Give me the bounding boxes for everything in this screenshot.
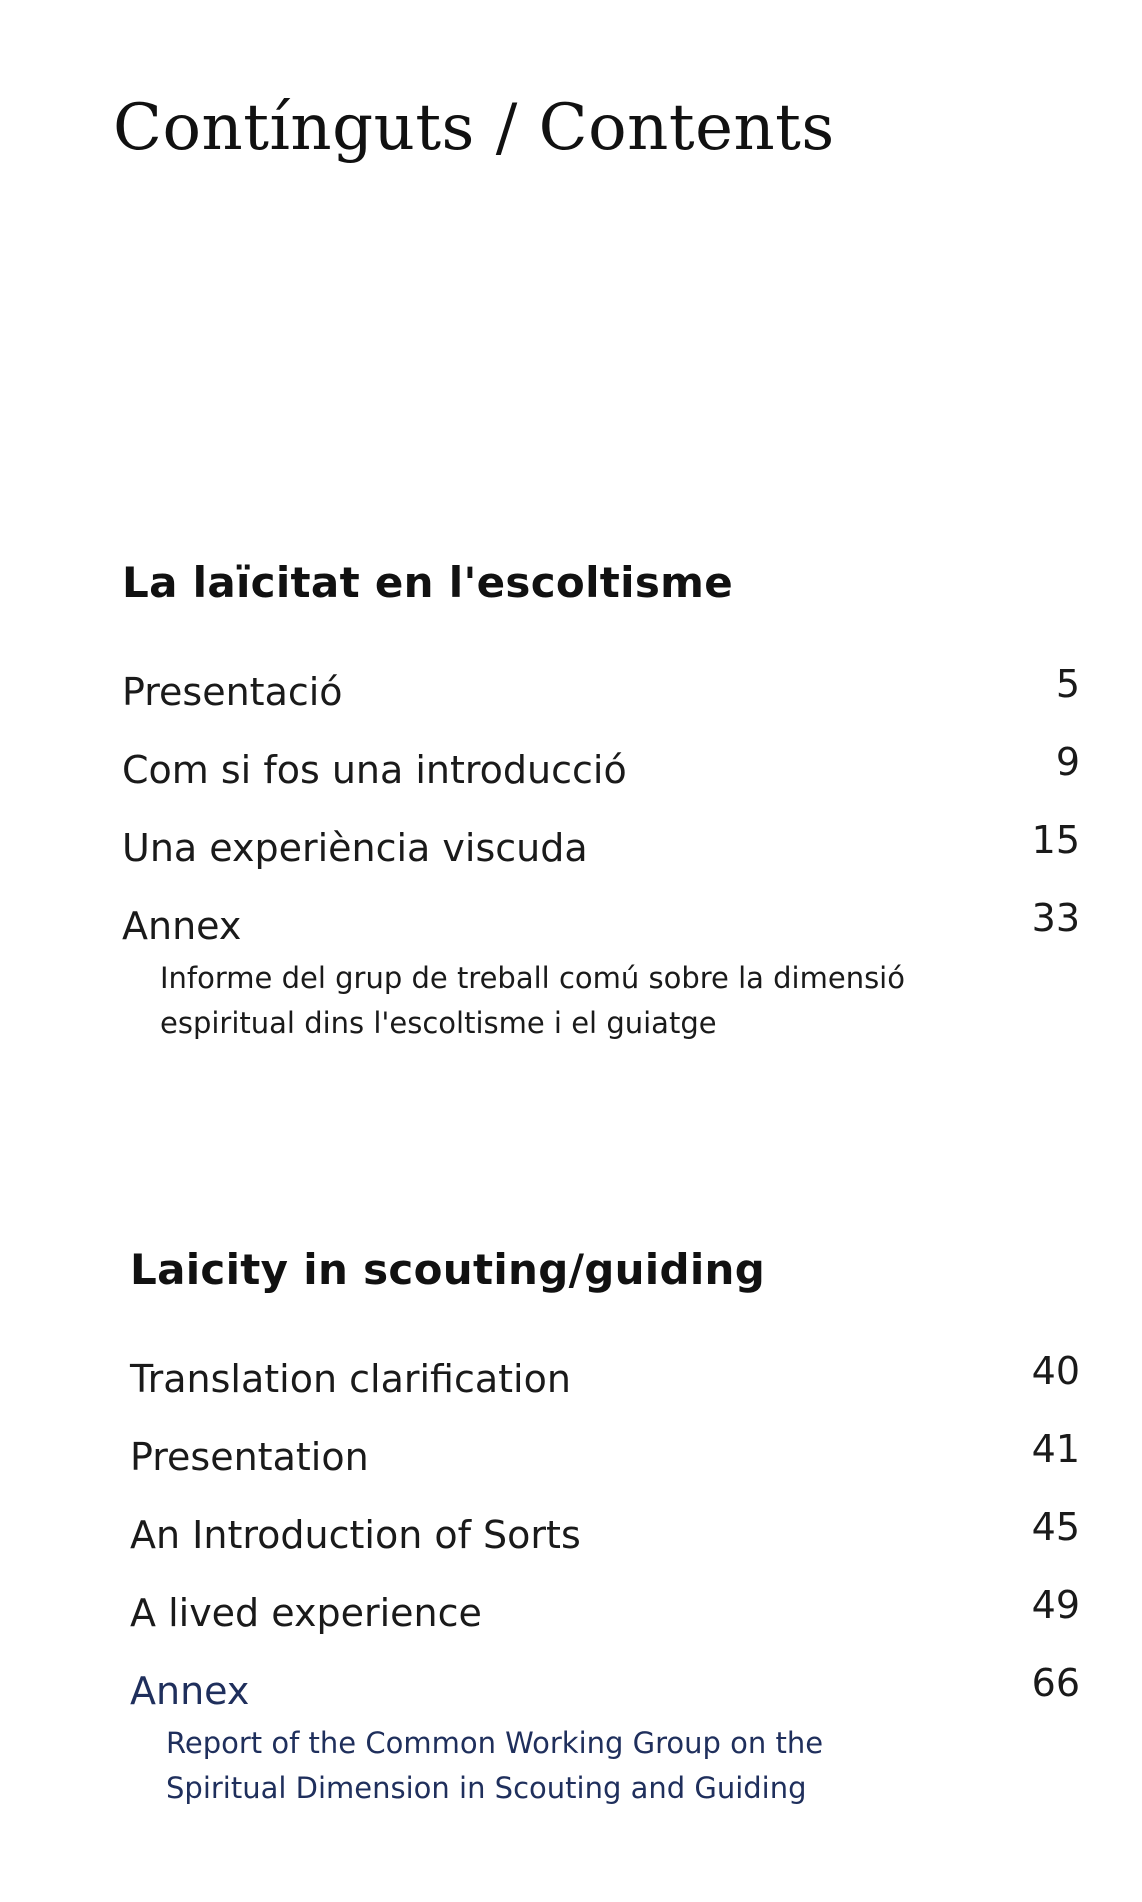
entry-page-number: 15 xyxy=(1031,818,1080,862)
toc-entry-list xyxy=(130,1349,1080,1805)
entry-page-number: 33 xyxy=(1031,896,1080,940)
entry-subtitle-line: espiritual dins l'escoltisme i el guiatge xyxy=(160,1006,717,1040)
entry-title: Translation clarification xyxy=(130,1357,571,1401)
entry-subtitle xyxy=(166,1721,823,1811)
section-heading: Laicity in scouting/guiding xyxy=(130,1245,766,1294)
page-title: Contínguts / Contents xyxy=(113,90,835,165)
entry-title: Annex xyxy=(130,1669,250,1713)
toc-entry[interactable] xyxy=(122,662,1080,748)
entry-page-number: 5 xyxy=(1055,662,1080,706)
entry-page-number: 49 xyxy=(1031,1583,1080,1627)
entry-page-number: 9 xyxy=(1055,740,1080,784)
entry-title: Com si fos una introducció xyxy=(122,748,627,792)
entry-subtitle xyxy=(160,956,905,1046)
toc-entry[interactable] xyxy=(130,1583,1080,1669)
entry-subtitle-line: Informe del grup de treball comú sobre la dimensió xyxy=(160,961,905,995)
toc-entry-list xyxy=(122,662,1080,1040)
entry-page-number: 40 xyxy=(1031,1349,1080,1393)
toc-section-catalan xyxy=(122,558,1122,1040)
toc-entry-annex[interactable] xyxy=(122,896,1080,1040)
entry-page-number: 41 xyxy=(1031,1427,1080,1471)
entry-title: Una experiència viscuda xyxy=(122,826,588,870)
entry-title: Annex xyxy=(122,904,242,948)
section-heading: La laïcitat en l'escoltisme xyxy=(122,558,733,607)
toc-entry[interactable] xyxy=(122,818,1080,904)
entry-title: Presentation xyxy=(130,1435,369,1479)
toc-section-english xyxy=(130,1245,1130,1805)
entry-title: An Introduction of Sorts xyxy=(130,1513,581,1557)
toc-entry[interactable] xyxy=(130,1427,1080,1513)
toc-entry[interactable] xyxy=(122,740,1080,826)
toc-entry-annex[interactable] xyxy=(130,1661,1080,1805)
entry-title: A lived experience xyxy=(130,1591,482,1635)
toc-entry[interactable] xyxy=(130,1349,1080,1435)
toc-entry[interactable] xyxy=(130,1505,1080,1591)
entry-page-number: 66 xyxy=(1031,1661,1080,1705)
entry-title: Presentació xyxy=(122,670,343,714)
entry-subtitle-line: Spiritual Dimension in Scouting and Guiding xyxy=(166,1771,807,1805)
entry-subtitle-line: Report of the Common Working Group on the xyxy=(166,1726,824,1760)
entry-page-number: 45 xyxy=(1031,1505,1080,1549)
